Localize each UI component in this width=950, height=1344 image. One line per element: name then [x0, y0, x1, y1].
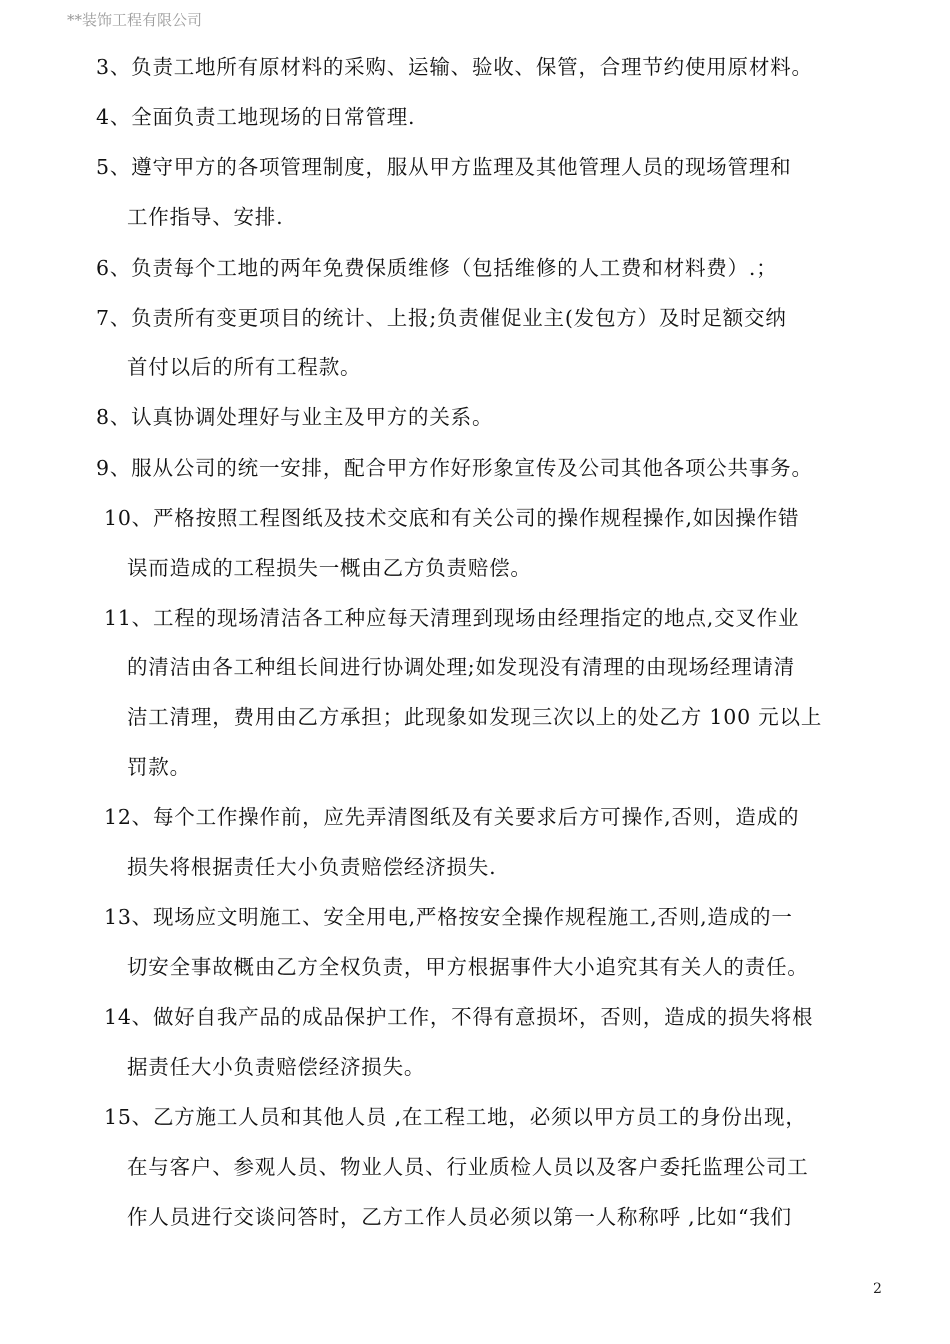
clause-6-line: 6、负责每个工地的两年免费保质维修（包括维修的人工费和材料费）.； — [96, 256, 778, 280]
clause-9-line: 9、服从公司的统一安排，配合甲方作好形象宣传及公司其他各项公共事务。 — [96, 456, 813, 480]
clause-11-line-2: 的清洁由各工种组长间进行协调处理;如发现没有清理的由现场经理请清 — [127, 655, 796, 679]
clause-7-line-2: 首付以后的所有工程款。 — [127, 355, 362, 379]
clause-15-line-3: 作人员进行交谈问答时，乙方工作人员必须以第一人称称呼 ,比如“我们 — [127, 1205, 792, 1229]
clause-13-line-1: 13、现场应文明施工、安全用电,严格按安全操作规程施工,否则,造成的一 — [104, 905, 793, 929]
clause-7-line-1: 7、负责所有变更项目的统计、上报;负责催促业主(发包方）及时足额交纳 — [96, 306, 787, 330]
clause-12-line-1: 12、每个工作操作前，应先弄清图纸及有关要求后方可操作,否则，造成的 — [104, 805, 800, 829]
clause-14-line-1: 14、做好自我产品的成品保护工作，不得有意损坏，否则，造成的损失将根 — [104, 1005, 814, 1029]
clause-8-line: 8、认真协调处理好与业主及甲方的关系。 — [96, 405, 494, 429]
clause-11-line-3: 洁工清理，费用由乙方承担；此现象如发现三次以上的处乙方 100 元以上 — [127, 705, 823, 729]
clause-10-line-2: 误而造成的工程损失一概由乙方负责赔偿。 — [127, 556, 532, 580]
clause-3-line: 3、负责工地所有原材料的采购、运输、验收、保管，合理节约使用原材料。 — [96, 55, 813, 79]
clause-11-line-4: 罚款。 — [127, 755, 191, 779]
clause-5-line-2: 工作指导、安排. — [127, 205, 284, 229]
clause-15-line-1: 15、乙方施工人员和其他人员 ,在工程工地，必须以甲方员工的身份出现， — [104, 1105, 807, 1129]
clause-10-line-1: 10、严格按照工程图纸及技术交底和有关公司的操作规程操作,如因操作错 — [104, 506, 800, 530]
clause-5-line-1: 5、遵守甲方的各项管理制度，服从甲方监理及其他管理人员的现场管理和 — [96, 155, 792, 179]
clause-14-line-2: 据责任大小负责赔偿经济损失。 — [127, 1055, 426, 1079]
clause-4-line: 4、全面负责工地现场的日常管理. — [96, 105, 416, 129]
clause-13-line-2: 切安全事故概由乙方全权负责，甲方根据事件大小追究其有关人的责任。 — [127, 955, 809, 979]
clause-15-line-2: 在与客户、参观人员、物业人员、行业质检人员以及客户委托监理公司工 — [127, 1155, 809, 1179]
header-company-name: **装饰工程有限公司 — [67, 11, 203, 29]
clause-11-line-1: 11、工程的现场清洁各工种应每天清理到现场由经理指定的地点,交叉作业 — [104, 606, 800, 630]
clause-12-line-2: 损失将根据责任大小负责赔偿经济损失. — [127, 855, 497, 879]
page-number: 2 — [873, 1281, 882, 1297]
